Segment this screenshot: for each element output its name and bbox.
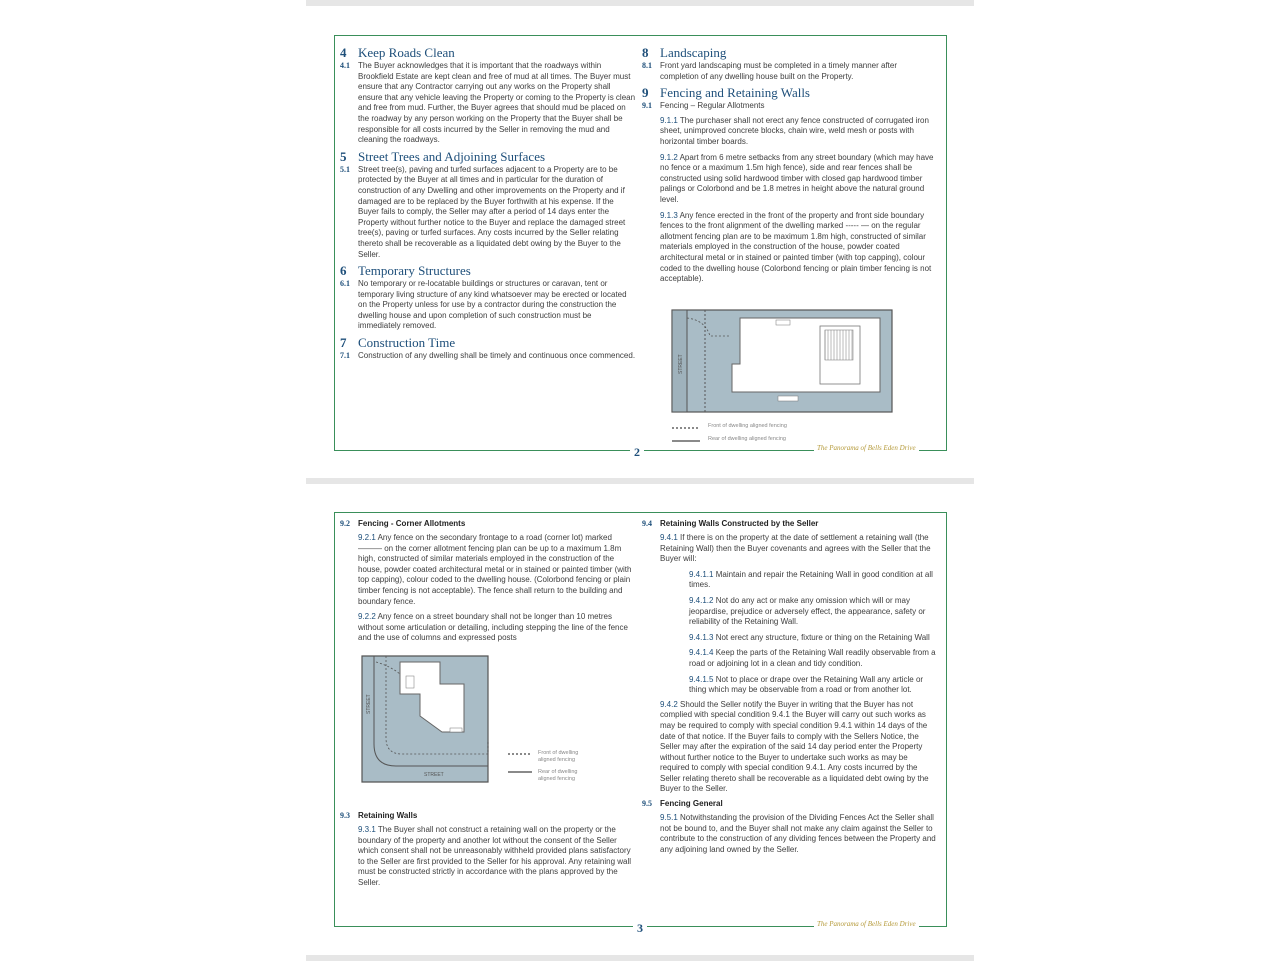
clause-number: 7.1 <box>340 351 350 361</box>
clause-text: Street tree(s), paving and turfed surfaces adjacent to a Property are to be protected by the Buyer at all times and in particular for the duration of construction of any Dwelling and other improvements on the Property and if damaged are to be replaced by the Buyer forthwith at his expense. If the Buyer fails to comply, the Seller may after a period of 14 days enter the Property without further notice to the Buyer and replace the damaged street tree(s), paving or turfed surfaces. Any costs incurred by the Seller relating thereto shall be recoverable as a liquidated debt owing by the Buyer to the Seller. <box>358 164 626 259</box>
subclause-text: Any fence on the secondary frontage to a road (corner lot) marked ——— on the corner allotment fencing plan can be up to a maximum 1.8m high, constructed of similar materials employed in the construction of the house, powder coated architectural metal or in stained or painted timber (with top capping), colour coded to the dwelling house. (Colorbond fencing or plain timber fencing is not acceptable). The fence shall return to the building and boundary fence. <box>358 533 632 606</box>
section-title: Landscaping <box>660 45 727 60</box>
subclause <box>642 153 934 206</box>
clause-number: 6.1 <box>340 279 350 289</box>
clause <box>340 351 636 362</box>
subclause-number: 9.1.2 <box>660 152 678 162</box>
corner-allotment-fencing-plan <box>360 654 560 784</box>
clause <box>340 279 636 332</box>
page-number: 2 <box>630 445 644 460</box>
brand-mark: The Panorama of Bells Eden Drive <box>814 920 919 928</box>
subclause-number: 9.4.2 <box>660 699 678 709</box>
subsubclause-text: Keep the parts of the Retaining Wall readily observable from a road or adjoining lot in a clean and tidy condition. <box>689 648 936 668</box>
clause-text: The Buyer acknowledges that it is important that the roadways within Brookfield Estate are kept clean and free of mud at all times. The Buyer must ensure that any Contractor carrying out any works on the Property shall ensure that any vehicle leaving the Property or coming to the Property is clean and free from mud. Further, the Buyer agrees that should mud be placed on the roadway by any person working on the Property that the Buyer shall be responsible for all costs incurred by the Seller in removing the mud and cleaning the roadways. <box>358 61 636 145</box>
legend-front-fencing: Front of dwelling aligned fencing <box>708 423 787 429</box>
street-label: STREET <box>678 354 684 374</box>
page-number: 3 <box>633 921 647 936</box>
section-number: 9 <box>642 85 649 101</box>
subsection-heading <box>340 811 636 820</box>
subsection-number: 9.5 <box>642 799 652 809</box>
subclause <box>340 825 636 889</box>
subclause-number: 9.1.3 <box>660 210 678 220</box>
subclause-text: The purchaser shall not erect any fence constructed of corrugated iron sheet, unimproved concrete blocks, chain wire, weld mesh or posts with horizontal timber boards. <box>660 115 929 146</box>
subclause-text: Any fence on a street boundary shall not be longer than 10 metres without some articulation or detailing, including stepping the line of the fence and the use of columns and expressed posts <box>358 612 628 643</box>
subclause <box>340 612 636 644</box>
subsection-title: Retaining Walls <box>358 811 418 820</box>
subclause-number: 9.1.1 <box>660 115 678 125</box>
section-heading <box>340 263 636 279</box>
regular-allotment-fencing-plan <box>670 308 910 448</box>
clause <box>340 165 636 260</box>
subclause-text: Apart from 6 metre setbacks from any street boundary (which may have no fence or a maximum 1.5m high fence), side and rear fences shall be constructed using solid hardwood timber with closed gap hardwood timber palings or Colorbond and be 1.8 metres in height above the natural ground level. <box>660 152 934 204</box>
subclause-text: Notwithstanding the provision of the Dividing Fences Act the Seller shall not be bound to, and the Buyer shall not make any claim against the Seller to contribute to the construction of any dividing fences between the Property and any adjoining land owned by the Seller. <box>660 813 936 854</box>
section-title: Street Trees and Adjoining Surfaces <box>358 148 546 164</box>
section-number: 5 <box>340 148 347 164</box>
subsubclause-number: 9.4.1.1 <box>689 569 714 579</box>
subclause <box>642 813 938 855</box>
subclause <box>642 211 934 285</box>
subsubclause-number: 9.4.1.3 <box>689 632 714 642</box>
subsubclause-number: 9.4.1.5 <box>689 674 714 684</box>
clause <box>642 61 934 82</box>
section-heading <box>340 45 636 61</box>
subclause <box>340 533 636 607</box>
subsection-number: 9.3 <box>340 811 350 820</box>
subsubclause-text: Not to place or drape over the Retaining Wall any article or thing which may be observable from a road or from another lot. <box>689 674 924 695</box>
section-heading <box>642 45 934 61</box>
subsection-title: Fencing General <box>660 799 723 809</box>
clause-number: 8.1 <box>642 61 652 70</box>
subsection-number: 9.2 <box>340 519 350 528</box>
subsubclause <box>642 596 938 628</box>
page-separator <box>306 955 974 961</box>
clause-text: Construction of any dwelling shall be timely and continuous once commenced. <box>358 351 636 361</box>
page-2 <box>306 8 974 476</box>
right-column <box>642 519 938 855</box>
subsubclause-text: Not erect any structure, fixture or thing on the Retaining Wall <box>715 632 930 642</box>
subsection-title: Fencing - Corner Allotments <box>358 519 466 528</box>
section-number: 8 <box>642 45 649 60</box>
subclause-number: 9.4.1 <box>660 533 678 542</box>
section-title: Fencing and Retaining Walls <box>660 85 810 101</box>
left-column-lower <box>340 811 636 889</box>
subsubclause <box>642 570 938 591</box>
subclause-text: Should the Seller notify the Buyer in writing that the Buyer has not complied with special condition 9.4.1 the Buyer will carry out such works as may be required to comply with special condition 9.4.1 within 14 days of the date of that notice. If the Buyer fails to comply with the Sellers Notice, the Seller may after the expiration of the said 14 day period enter the Property without further notice to the Buyer to undertake such works as may be required to comply with special condition 9.4.1. Any costs incurred by the Seller relating thereto shall be recoverable as a liquidated debt owing by the Buyer to the Seller. <box>660 699 929 794</box>
clause-text: Fencing – Regular Allotments <box>660 101 765 111</box>
subsubclause-text: Not do any act or make any omission which will or may jeopardise, prejudice or adversely effect, the appearance, safety or reliability of the Retaining Wall. <box>689 595 926 627</box>
subclause-text: The Buyer shall not construct a retaining wall on the property or the boundary of the property and another lot without the consent of the Seller which consent shall not be unreasonably withheld provided plans satisfactory to the Seller are first provided to the Seller for his approval. Any retaining wall must be constructed strictly in accordance with the plans approved by the Seller. <box>358 825 632 887</box>
page-3 <box>306 486 974 954</box>
page-separator <box>306 478 974 484</box>
subsubclause-text: Maintain and repair the Retaining Wall in good condition at all times. <box>689 569 933 590</box>
clause-number: 4.1 <box>340 61 350 70</box>
subclause-text: Any fence erected in the front of the property and front side boundary fences to the front alignment of the dwelling marked ----- — on the regular allotment fencing plan are to be maximum 1.8m high, constructed of similar materials employed in the construction of the house, powder coated architectural metal or in stained or painted timber (with top capping), colour coded to the dwelling house (Colorbond fencing or plain timber fencing is not acceptable). <box>660 210 932 284</box>
subclause-number: 9.3.1 <box>358 825 376 834</box>
section-number: 6 <box>340 263 347 279</box>
section-number: 7 <box>340 335 347 351</box>
clause <box>642 101 934 112</box>
subsection-heading <box>642 519 938 528</box>
clause-text: Front yard landscaping must be completed in a timely manner after completion of any dwelling house built on the Property. <box>660 61 898 81</box>
subsection-heading <box>340 519 636 528</box>
left-column <box>340 45 636 362</box>
street-label-side: STREET <box>366 694 372 714</box>
brand-mark: The Panorama of Bells Eden Drive <box>814 444 919 452</box>
subsection-number: 9.4 <box>642 519 652 528</box>
subsubclause <box>642 675 938 696</box>
subclause-number: 9.2.1 <box>358 533 376 542</box>
section-number: 4 <box>340 45 347 60</box>
subclause <box>642 116 934 148</box>
clause <box>340 61 636 146</box>
section-heading <box>642 85 934 101</box>
clause-number: 9.1 <box>642 101 652 111</box>
subclause <box>642 533 938 565</box>
clause-text: No temporary or re-locatable buildings or structures or caravan, tent or temporary living structure of any kind whatsoever may be erected or located on the Property unless for use by a contractor during the construction the dwelling house and upon completion of such construction must be immediately removed. <box>358 279 627 331</box>
page-separator <box>306 0 974 6</box>
legend-rear-fencing: Rear of dwelling aligned fencing <box>538 769 578 782</box>
section-title: Temporary Structures <box>358 263 471 279</box>
section-title: Keep Roads Clean <box>358 45 455 60</box>
subclause <box>642 700 938 795</box>
subsubclause-number: 9.4.1.2 <box>689 595 714 605</box>
subsubclause <box>642 648 938 669</box>
subsection-title: Retaining Walls Constructed by the Seller <box>660 519 819 528</box>
subclause-number: 9.5.1 <box>660 813 678 823</box>
legend-rear-fencing: Rear of dwelling aligned fencing <box>708 436 786 442</box>
street-label-bottom: STREET <box>424 772 444 778</box>
clause-number: 5.1 <box>340 164 350 174</box>
right-column <box>642 45 934 285</box>
legend-front-fencing: Front of dwelling aligned fencing <box>538 750 579 763</box>
subsection-heading <box>642 799 938 808</box>
subsubclause <box>642 633 938 644</box>
section-heading <box>340 335 636 351</box>
subsubclause-number: 9.4.1.4 <box>689 648 714 658</box>
subclause-number: 9.2.2 <box>358 612 376 622</box>
subclause-text: If there is on the property at the date of settlement a retaining wall (the Retaining Wall) then the Buyer covenants and agrees with the Seller that the Buyer will: <box>660 533 931 564</box>
left-column <box>340 519 636 644</box>
section-heading <box>340 149 636 165</box>
section-title: Construction Time <box>358 335 456 351</box>
